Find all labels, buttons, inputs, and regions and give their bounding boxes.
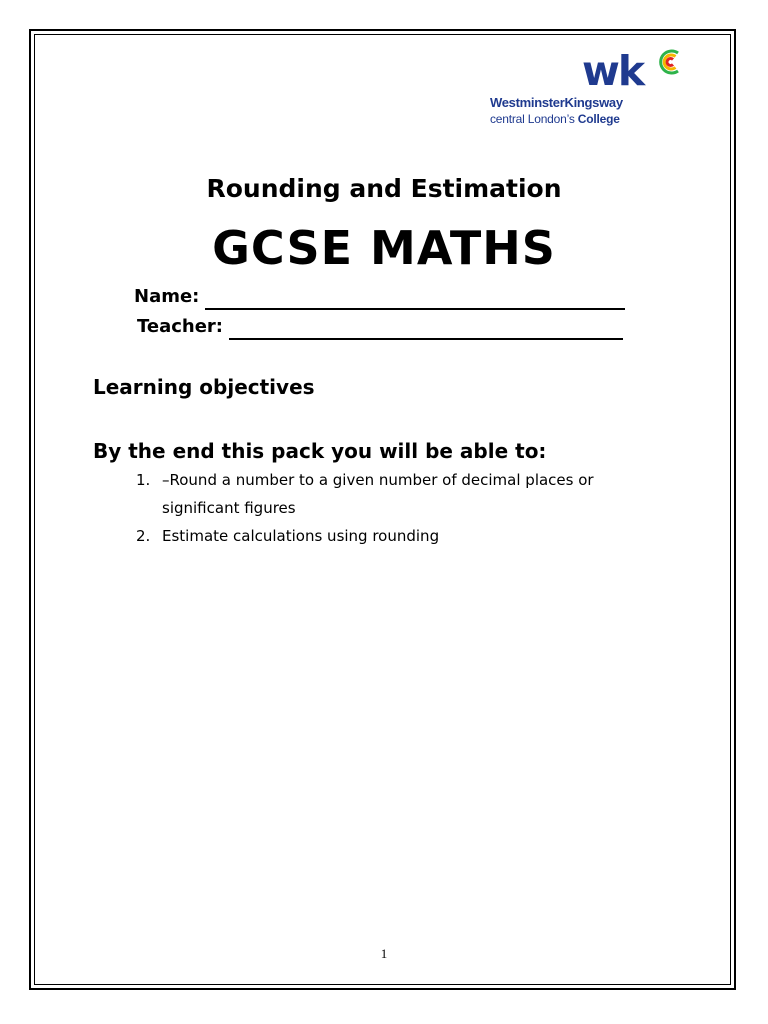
name-blank-line[interactable]	[205, 286, 625, 310]
name-label: Name:	[134, 286, 200, 307]
logo-mark: wk	[582, 47, 644, 95]
list-item-number: 1.	[136, 471, 151, 489]
logo-tagline-bold: College	[577, 112, 620, 126]
logo-c-icon	[656, 48, 684, 76]
teacher-blank-line[interactable]	[229, 316, 623, 340]
document-subtitle: Rounding and Estimation	[206, 174, 562, 203]
name-field[interactable]	[134, 284, 625, 310]
page-number: 1	[380, 946, 388, 961]
list-item	[136, 522, 696, 550]
logo-college-name: WestminsterKingsway	[490, 95, 623, 110]
teacher-label: Teacher:	[137, 316, 224, 337]
list-item-text: –Round a number to a given number of decimal places or significant figures	[162, 471, 594, 517]
objectives-list	[136, 466, 696, 550]
list-item-text: Estimate calculations using rounding	[162, 527, 440, 545]
logo-tagline-plain: central London’s	[490, 112, 578, 126]
learning-objectives-heading: Learning objectives	[93, 375, 315, 399]
list-item	[136, 466, 696, 522]
able-to-heading: By the end this pack you will be able to:	[93, 439, 547, 463]
teacher-field[interactable]	[137, 314, 623, 340]
logo-tagline	[490, 112, 620, 126]
list-item-number: 2.	[136, 527, 151, 545]
college-logo	[490, 48, 690, 130]
document-title: GCSE MATHS	[212, 221, 556, 275]
